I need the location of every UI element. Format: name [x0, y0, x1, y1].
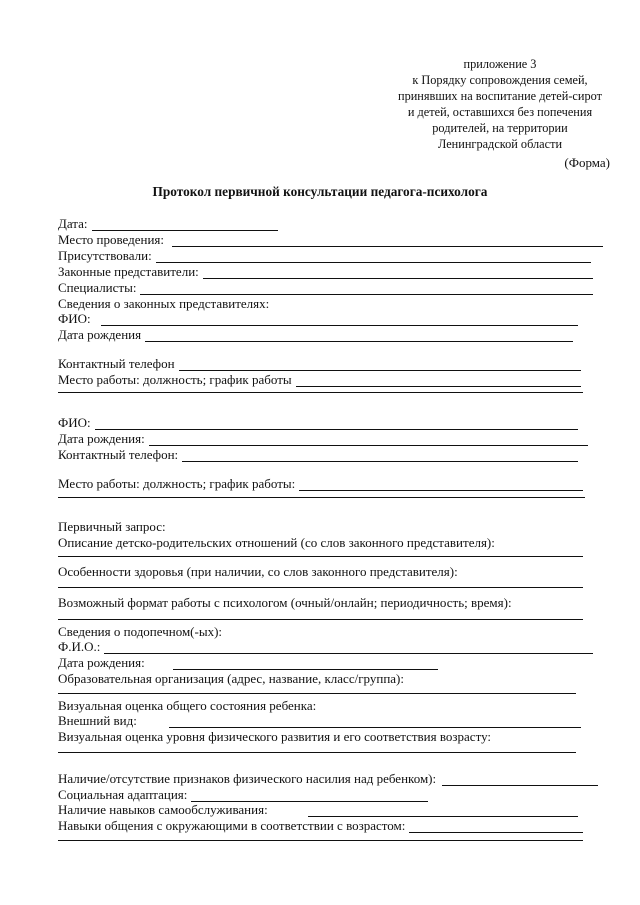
- violence-field[interactable]: [442, 773, 598, 786]
- header-line: и детей, оставшихся без попечения: [407, 105, 593, 119]
- fio-1-row: [58, 310, 578, 326]
- form-label: (Форма): [564, 155, 610, 170]
- phone-2-row: [58, 446, 578, 462]
- date-label: Дата:: [58, 216, 88, 231]
- ward-fio-row: [58, 638, 593, 654]
- fio-2-row: [58, 414, 578, 430]
- header-line: принявших на воспитание детей-сирот: [398, 89, 602, 103]
- work-1-field[interactable]: [296, 374, 581, 387]
- specialists-field[interactable]: [140, 282, 593, 295]
- communication-label: Навыки общения с окружающими в соответствии с возрастом:: [58, 818, 406, 833]
- ward-birth-row: [58, 654, 438, 670]
- place-field[interactable]: [172, 234, 603, 247]
- present-field[interactable]: [156, 250, 591, 263]
- place-label: Место проведения:: [58, 232, 165, 247]
- ward-fio-label: Ф.И.О.:: [58, 639, 101, 654]
- visual-physical-label: Визуальная оценка уровня физического развития и его соответствия возрасту:: [58, 729, 492, 744]
- birth-1-label: Дата рождения: [58, 327, 142, 342]
- phone-2-label: Контактный телефон:: [58, 447, 179, 462]
- attachment-header: [370, 56, 630, 152]
- fio-2-label: ФИО:: [58, 415, 91, 430]
- reps-info-label: Сведения о законных представителях:: [58, 296, 270, 311]
- appearance-row: [58, 712, 581, 728]
- communication-line[interactable]: [58, 840, 583, 841]
- ward-info-label: Сведения о подопечном(-ых):: [58, 624, 223, 639]
- birth-2-field[interactable]: [149, 433, 588, 446]
- fio-1-label: ФИО:: [58, 311, 91, 326]
- ward-edu-row: [58, 670, 578, 686]
- phone-1-row: [58, 355, 581, 371]
- primary-request-row: [58, 518, 358, 534]
- ward-birth-field[interactable]: [173, 657, 438, 670]
- visual-physical-row: [58, 728, 598, 744]
- phone-1-field[interactable]: [179, 358, 581, 371]
- phone-2-field[interactable]: [182, 449, 578, 462]
- birth-2-row: [58, 430, 588, 446]
- specialists-label: Специалисты:: [58, 280, 137, 295]
- work-1-extra-line[interactable]: [58, 392, 583, 393]
- place-row: [58, 231, 603, 247]
- primary-request-label: Первичный запрос:: [58, 519, 166, 534]
- format-label: Возможный формат работы с психологом (очный/онлайн; периодичность; время):: [58, 595, 512, 610]
- ward-edu-label: Образовательная организация (адрес, название, класс/группа):: [58, 671, 404, 686]
- fio-2-field[interactable]: [95, 417, 578, 430]
- ward-fio-field[interactable]: [104, 641, 593, 654]
- violence-row: [58, 770, 598, 786]
- date-field[interactable]: [92, 218, 278, 231]
- work-2-row: [58, 475, 583, 491]
- communication-field[interactable]: [409, 820, 583, 833]
- header-line: приложение 3: [463, 57, 537, 71]
- format-line[interactable]: [58, 619, 583, 620]
- social-label: Социальная адаптация:: [58, 787, 188, 802]
- phone-1-label: Контактный телефон: [58, 356, 175, 371]
- work-2-extra-line[interactable]: [58, 497, 585, 498]
- reps-info-row: [58, 295, 458, 311]
- selfcare-label: Наличие навыков самообслуживания:: [58, 802, 268, 817]
- relations-line[interactable]: [58, 556, 583, 557]
- work-1-label: Место работы: должность; график работы: [58, 372, 292, 387]
- legal-reps-field[interactable]: [203, 266, 593, 279]
- ward-birth-label: Дата рождения:: [58, 655, 145, 670]
- document-title: Протокол первичной консультации педагога-психолога: [152, 184, 488, 199]
- fio-1-field[interactable]: [101, 313, 578, 326]
- ward-edu-line[interactable]: [58, 693, 576, 694]
- format-row: [58, 594, 618, 610]
- health-row: [58, 563, 598, 579]
- birth-2-label: Дата рождения:: [58, 431, 145, 446]
- work-2-label: Место работы: должность; график работы:: [58, 476, 296, 491]
- present-row: [58, 247, 591, 263]
- relations-row: [58, 534, 598, 550]
- present-label: Присутствовали:: [58, 248, 152, 263]
- work-2-field[interactable]: [299, 478, 583, 491]
- health-label: Особенности здоровья (при наличии, со слов законного представителя):: [58, 564, 458, 579]
- appearance-field[interactable]: [169, 715, 581, 728]
- legal-reps-label: Законные представители:: [58, 264, 199, 279]
- visual-physical-line[interactable]: [58, 752, 576, 753]
- birth-1-row: [58, 326, 573, 342]
- legal-reps-row: [58, 263, 593, 279]
- visual-general-label: Визуальная оценка общего состояния ребенка:: [58, 698, 317, 713]
- header-line: к Порядку сопровождения семей,: [412, 73, 588, 87]
- communication-row: [58, 817, 583, 833]
- relations-label: Описание детско-родительских отношений (со слов законного представителя):: [58, 535, 495, 550]
- work-1-row: [58, 371, 581, 387]
- violence-label: Наличие/отсутствие признаков физического насилия над ребенком):: [58, 771, 437, 786]
- social-row: [58, 786, 428, 802]
- selfcare-field[interactable]: [308, 804, 578, 817]
- header-line: Ленинградской области: [437, 137, 563, 151]
- date-row: [58, 215, 278, 231]
- ward-info-row: [58, 623, 358, 639]
- visual-general-row: [58, 697, 458, 713]
- health-line[interactable]: [58, 587, 583, 588]
- appearance-label: Внешний вид:: [58, 713, 137, 728]
- birth-1-field[interactable]: [145, 329, 573, 342]
- selfcare-row: [58, 801, 578, 817]
- specialists-row: [58, 279, 593, 295]
- header-line: родителей, на территории: [432, 121, 568, 135]
